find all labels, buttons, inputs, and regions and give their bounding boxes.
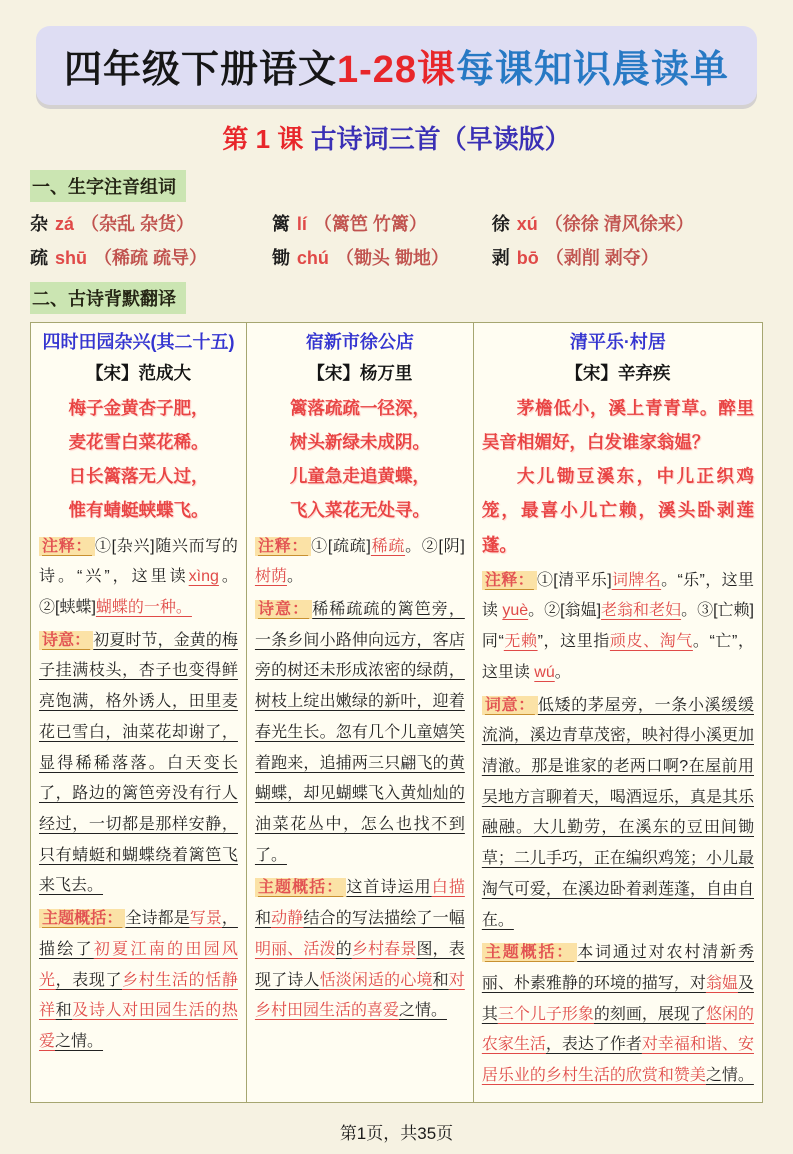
- vocab-char: 徐: [491, 214, 510, 234]
- poem-cell-3: [473, 323, 762, 1103]
- vocab-char: 疏: [30, 248, 48, 268]
- section-one-label: 一、生字注音组词: [30, 170, 186, 202]
- vocab-examples: （锄头 锄地）: [335, 248, 449, 268]
- vocab-item: [492, 244, 763, 270]
- notes-content: ①[清平乐]词牌名。“乐”，这里读 yuè。②[翁媪]老翁和老妇。③[亡赖]同“无赖”，这里指顽皮、淘气。“亡”，这里读 wú。: [481, 571, 754, 681]
- title-lesson-range: 1-28课: [336, 49, 457, 91]
- vocab-char: 篱: [271, 214, 290, 234]
- vocab-item: [492, 210, 763, 236]
- notes-block: [39, 532, 238, 624]
- title-series-text: 每课知识晨读单: [456, 49, 730, 91]
- theme-label: 主题概括：: [482, 943, 577, 962]
- theme-block: [39, 904, 238, 1058]
- notes-label: 注释：: [255, 537, 311, 556]
- meaning-block: [482, 691, 754, 937]
- meaning-content: 低矮的茅屋旁，一条小溪缓缓流淌，溪边青草茂密，映衬得小溪更加清澈。那是谁家的老两口啊?在屋前用吴地方言聊着天，喝酒逗乐，真是其乐融融。大儿勤劳，在溪东的豆田间锄草；二儿手巧，正在编织鸡笼；小儿最淘气可爱，在溪边卧着剥莲蓬，自由自在。: [481, 696, 754, 929]
- vocab-examples: （剥削 剥夺）: [545, 248, 659, 268]
- vocab-char: 剥: [491, 248, 510, 268]
- vocab-pinyin: zá: [55, 214, 75, 234]
- vocab-pinyin: shū: [55, 248, 88, 268]
- meaning-label: 诗意：: [39, 631, 93, 650]
- section-two-header: [30, 278, 763, 320]
- vocab-pinyin: chú: [296, 248, 329, 268]
- lesson-name: 古诗词三首（早读版）: [310, 124, 571, 154]
- poem-cell-2: [246, 323, 473, 1103]
- vocab-item: [30, 244, 272, 270]
- vocab-char: 锄: [271, 248, 290, 268]
- theme-block: [482, 938, 754, 1092]
- poem-title: 宿新市徐公店: [305, 332, 414, 352]
- poem-author: 【宋】辛弃疾: [565, 363, 671, 383]
- meaning-content: 稀稀疏疏的篱笆旁，一条乡间小路伸向远方，客店旁的树还未形成浓密的绿荫，树枝上绽出嫩绿的新叶，迎着春光生长。忽有几个儿童嬉笑着跑来，追捕两三只翩飞的黄蝴蝶，却见蝴蝶飞入黄灿灿的油菜花丛中，怎么也找不到了。: [254, 600, 465, 864]
- meaning-content: 初夏时节，金黄的梅子挂满枝头，杏子也变得鲜亮饱满，格外诱人，田里麦花已雪白，油菜花却谢了，显得稀稀落落。白天变长了，路边的篱笆旁没有行人经过，一切都是那样安静，只有蜻蜓和蝴蝶绕着篱笆飞来飞去。: [39, 631, 238, 895]
- notes-block: [482, 566, 754, 689]
- page-title-banner: [36, 26, 757, 105]
- lesson-number: 第 1 课: [222, 124, 304, 154]
- poem-title: 四时田园杂兴(其二十五): [42, 332, 235, 352]
- meaning-block: [39, 626, 238, 902]
- meaning-label: 词意：: [482, 696, 538, 715]
- theme-content: 这首诗运用白描和动静结合的写法描绘了一幅明丽、活泼的乡村春景图，表现了诗人恬淡闲适的心境和对乡村田园生活的喜爱之情。: [254, 879, 465, 1020]
- notes-content: ①[杂兴]随兴而写的诗。“兴”，这里读xìng。②[蛱蝶]蝴蝶的一种。: [39, 537, 238, 616]
- theme-block: [255, 873, 465, 1027]
- vocab-pinyin: bō: [516, 248, 539, 268]
- poem-author: 【宋】杨万里: [307, 363, 413, 383]
- meaning-block: [255, 595, 465, 871]
- vocab-examples: （篱笆 竹篱）: [313, 214, 427, 234]
- lesson-subtitle: [30, 119, 763, 156]
- vocab-item: [272, 244, 492, 270]
- poem-cell-1: [31, 323, 247, 1103]
- poems-table: [30, 322, 763, 1103]
- vocab-item: [272, 210, 492, 236]
- title-grade-text: 四年级下册语文: [63, 49, 337, 91]
- theme-label: 主题概括：: [255, 878, 346, 897]
- vocab-examples: （杂乱 杂货）: [81, 214, 195, 234]
- theme-content: 全诗都是写景，描绘了初夏江南的田园风光，表现了乡村生活的恬静祥和及诗人对田园生活的热爱之情。: [39, 910, 238, 1050]
- table-row: [31, 323, 763, 1103]
- vocab-item: [30, 210, 272, 236]
- notes-label: 注释：: [39, 537, 95, 556]
- notes-block: [255, 532, 465, 593]
- page-number: 第1页，共35页: [339, 1123, 454, 1143]
- poem-text: 茅檐低小，溪上青青草。醉里吴音相媚好，白发谁家翁媪？ 大儿锄豆溪东，中儿正织鸡笼，最喜小儿亡赖，溪头卧剥莲蓬。: [481, 398, 754, 555]
- section-two-label: 二、古诗背默翻译: [30, 282, 186, 314]
- vocab-char: 杂: [30, 214, 48, 234]
- poem-title: 清平乐·村居: [569, 332, 666, 352]
- vocab-grid: [30, 210, 763, 270]
- section-one-header: [30, 166, 763, 208]
- theme-content: 本词通过对农村清新秀丽、朴素雅静的环境的描写，对翁媪及其三个儿子形象的刻画，展现了悠闲的农家生活，表达了作者对幸福和谐、安居乐业的乡村生活的欣赏和赞美之情。: [481, 944, 754, 1085]
- theme-label: 主题概括：: [39, 909, 125, 928]
- poem-author: 【宋】范成大: [85, 363, 191, 383]
- vocab-pinyin: xú: [516, 214, 538, 234]
- notes-content: ①[疏疏]稀疏。②[阴]树荫。: [254, 537, 465, 586]
- poem-text: 梅子金黄杏子肥， 麦花雪白菜花稀。 日长篱落无人过， 惟有蜻蜓蛱蝶飞。: [68, 398, 209, 521]
- poem-text: 篱落疏疏一径深， 树头新绿未成阴。 儿童急走追黄蝶， 飞入菜花无处寻。: [289, 398, 430, 521]
- meaning-label: 诗意：: [255, 600, 312, 619]
- notes-label: 注释：: [482, 571, 537, 590]
- vocab-pinyin: lí: [296, 214, 307, 234]
- vocab-examples: （徐徐 清风徐来）: [544, 214, 694, 234]
- vocab-examples: （稀疏 疏导）: [94, 248, 208, 268]
